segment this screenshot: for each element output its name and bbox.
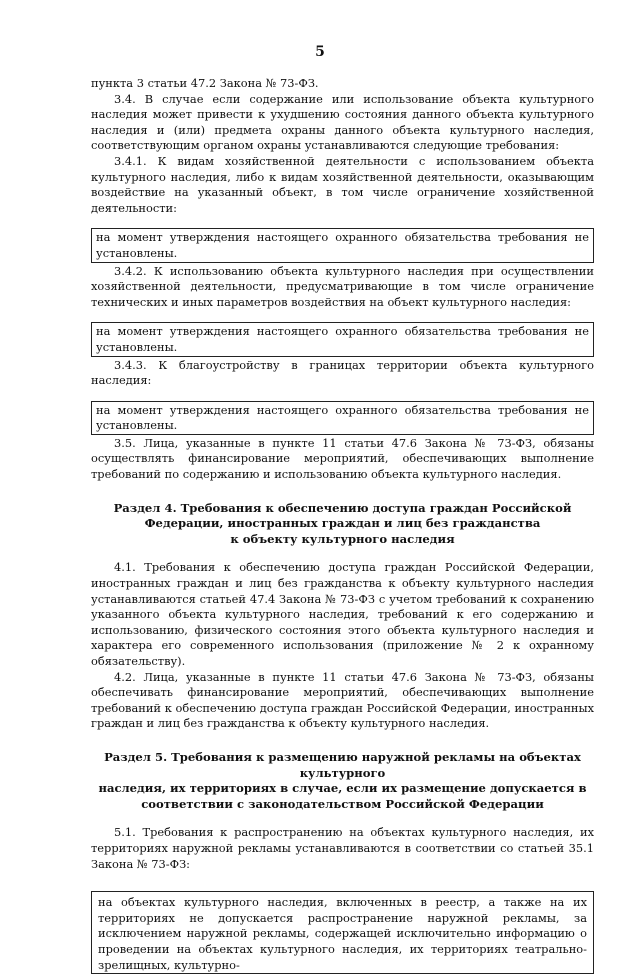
document-body [91, 76, 594, 974]
section-5-heading [91, 750, 594, 812]
section-4-heading [91, 501, 594, 548]
advertising-requirements-box: на объектах культурного наследия, включенных в реестр, а также на их территориях не допускается распространение наружной рекламы, за исключением наружной рекламы, содержащей исключительно информацию о проведении на объектах культурного наследия, их территориях театрально-зрелищных, культурно- [91, 891, 594, 974]
paragraph-continuation: пункта 3 статьи 47.2 Закона № 73-ФЗ. [91, 76, 319, 90]
section-5-heading-line-2: наследия, их территориях в случае, если их размещение допускается в [98, 781, 587, 796]
section-5-heading-line-1: Раздел 5. Требования к размещению наружной рекламы на объектах культурного [104, 749, 581, 780]
page-number: 5 [315, 44, 325, 60]
section-4-heading-line-1: Раздел 4. Требования к обеспечению доступа граждан Российской [113, 500, 572, 515]
paragraph-3-4-2: 3.4.2. К использованию объекта культурного наследия при осуществлении хозяйственной деятельности, предусматривающие в том числе ограничение технических и иных параметров воздействия на объект культурного наследия: [91, 263, 594, 309]
section-4-heading-line-2: Федерации, иностранных граждан и лиц без гражданства [144, 516, 541, 531]
paragraph-3-4-1: 3.4.1. К видам хозяйственной деятельности с использованием объекта культурного наследия, либо к видам хозяйственной деятельности, оказывающим воздействие на указанный объект, в том числе ограничение хозяйственной деятельности: [91, 153, 594, 215]
paragraph-4-1: 4.1. Требования к обеспечению доступа граждан Российской Федерации, иностранных граждан и лиц без гражданства к объекту культурного наследия устанавливаются статьей 47.4 Закона № 73-ФЗ с учетом требований к сохранению указанного объекта культурного наследия, требований к его содержанию и использованию, физического состояния этого объекта культурного наследия и характера его современного использования (приложение № 2 к охранному обязательству). [91, 560, 594, 668]
requirements-box-1: на момент утверждения настоящего охранного обязательства требования не установлены. [91, 228, 594, 262]
requirements-box-3: на момент утверждения настоящего охранного обязательства требования не установлены. [91, 401, 594, 435]
paragraph-3-4-3: 3.4.3. К благоустройству в границах территории объекта культурного наследия: [91, 357, 594, 388]
paragraph-3-4: 3.4. В случае если содержание или использование объекта культурного наследия может привести к ухудшению состояния данного объекта культурного наследия и (или) предмета охраны данного объекта культурного наследия, соответствующим органом охраны устанавливаются следующие требования: [91, 91, 594, 153]
paragraph-3-5: 3.5. Лица, указанные в пункте 11 статьи 47.6 Закона № 73-ФЗ, обязаны осуществлять финансирование мероприятий, обеспечивающих выполнение требований по содержанию и использованию объекта культурного наследия. [91, 435, 594, 482]
requirements-box-2: на момент утверждения настоящего охранного обязательства требования не установлены. [91, 322, 594, 356]
section-5-heading-line-3: соответствии с законодательством Российской Федерации [141, 796, 544, 811]
paragraph-4-2: 4.2. Лица, указанные в пункте 11 статьи 47.6 Закона № 73-ФЗ, обязаны обеспечивать финансирование мероприятий, обеспечивающих выполнение требований к обеспечению доступа граждан Российской Федерации, иностранных граждан и лиц без гражданства к объекту культурного наследия. [91, 669, 594, 731]
section-4-heading-line-3: к объекту культурного наследия [230, 531, 455, 546]
paragraph-5-1: 5.1. Требования к распространению на объектах культурного наследия, их территориях наружной рекламы устанавливаются в соответствии со статьей 35.1 Закона № 73-ФЗ: [91, 825, 594, 871]
